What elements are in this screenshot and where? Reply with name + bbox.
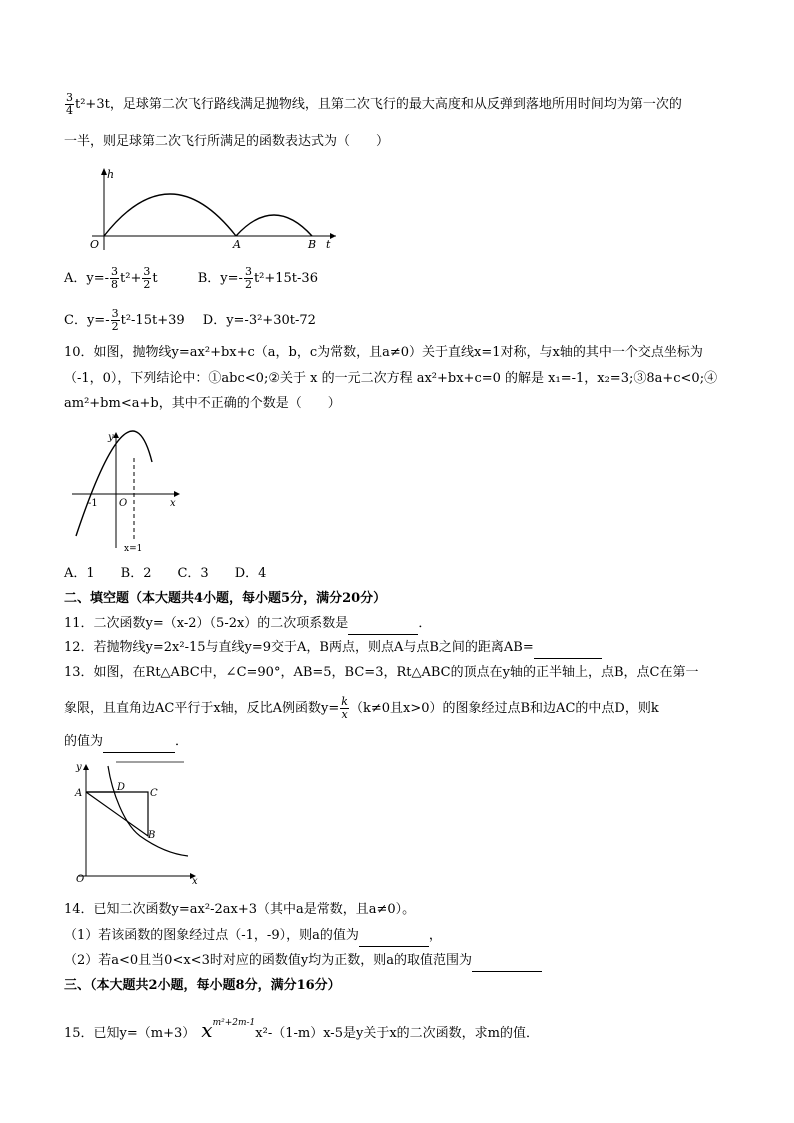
q14-line3: （2）若a<0且当0<x<3时对应的函数值y均为正数，则a的取值范围为: [64, 951, 542, 972]
q12: 12．若抛物线y=2x²-15与直线y=9交于A，B两点，则点A与点B之间的距离AB=: [64, 638, 602, 659]
svg-text:x=1: x=1: [124, 544, 143, 554]
q13-line3: 的值为 ．: [64, 732, 188, 753]
svg-text:B: B: [148, 830, 156, 841]
q9-opt-d[interactable]: D．y=-3²+30t-72: [202, 313, 316, 328]
q9-a-label: A: [233, 238, 241, 251]
q9-second-arc: [236, 215, 312, 236]
q9-graph: [84, 164, 344, 252]
q10-line3: am²+bm<a+b，其中不正确的个数是（ ）: [64, 396, 341, 411]
q10-parabola: [76, 431, 152, 536]
svg-text:O: O: [119, 498, 128, 509]
q15-big-x: x: [201, 1018, 213, 1042]
q9-opt-a[interactable]: A．y=- $\frac{3}{8}$ t²+ $\frac{3}{2}$ t: [64, 265, 158, 291]
svg-text:O: O: [76, 874, 85, 885]
q10-graph: [66, 428, 186, 556]
q9-line2: 一半，则足球第二次飞行所满足的函数表达式为（ ）: [64, 134, 390, 149]
svg-text:y: y: [76, 762, 82, 773]
q15: 15．已知y=（m+3） $x^{m^2+2m-1}x^2-(1-m)x-5$是y关于x的二次函数，求m的值．: [64, 1018, 539, 1042]
svg-text:-1: -1: [88, 498, 98, 509]
q14-line2: （1）若该函数的图象经过点（-1，-9），则a的值为 ，: [64, 926, 442, 947]
q9-first-arc: [104, 194, 236, 236]
q10-line1: 10．如图，抛物线y=ax²+bx+c（a，b，c为常数，且a≠0）关于直线x=1对称，与x轴的其中一个交点坐标为: [64, 345, 703, 360]
q9-t-label: t: [326, 238, 331, 251]
q9-line1-text: t²+3t，足球第二次飞行路线满足抛物线，且第二次飞行的最大高度和从反弹到落地所用时间均为第一次的: [75, 97, 682, 112]
q9-b-label: B: [308, 238, 317, 251]
svg-text:x: x: [170, 498, 176, 509]
q9-line1: [64, 92, 682, 117]
section3-heading: 三、（本大题共2小题，每小题8分，满分16分）: [64, 978, 341, 993]
q9-options-ab: [64, 266, 318, 291]
q12-answer-blank[interactable]: [534, 638, 602, 659]
q13-line1: 13．如图，在Rt△ABC中，∠C=90°，AB=5，BC=3，Rt△ABC的顶点在y轴的正半轴上，点B，点C在第一: [64, 665, 699, 680]
q11-answer-blank[interactable]: [348, 614, 418, 635]
svg-text:D: D: [117, 782, 126, 793]
q13-answer-blank[interactable]: [103, 732, 175, 753]
q9-opt-b[interactable]: B．y=- $\frac{3}{2}$ t²+15t-36: [197, 265, 318, 291]
svg-text:A: A: [75, 788, 83, 799]
svg-text:C: C: [150, 788, 158, 799]
q14-1-answer-blank[interactable]: [359, 926, 429, 947]
q9-o-label: O: [90, 238, 100, 251]
q10-line2: （-1，0），下列结论中：①abc<0;②关于 x 的一元二次方程 ax²+bx+c=0 的解是 x₁=-1，x₂=3;③8a+c<0;④: [64, 371, 718, 386]
q15-exponent: m²+2m-1: [212, 1018, 256, 1028]
q9-options-cd: [64, 308, 316, 333]
q14-line1: 14．已知二次函数y=ax²-2ax+3（其中a是常数，且a≠0）。: [64, 902, 416, 917]
q14-2-answer-blank[interactable]: [472, 951, 542, 972]
q10-options[interactable]: A．1 B．2 C．3 D．4: [64, 566, 267, 581]
q11: 11．二次函数y=（x-2）（5-2x）的二次项系数是 ．: [64, 614, 431, 635]
svg-text:y: y: [108, 432, 114, 443]
q9-opt-c[interactable]: C．y=- $\frac{3}{2}$ t²-15t+39: [64, 307, 185, 333]
q13-graph: [70, 758, 200, 886]
section2-heading: 二、填空题（本大题共4小题，每小题5分，满分20分）: [64, 591, 387, 606]
q9-fraction: $\frac{3}{4}$: [66, 91, 73, 117]
q9-h-label: h: [107, 168, 115, 181]
svg-text:x: x: [192, 876, 198, 886]
q13-line2: 象限，且直角边AC平行于x轴，反比A例函数y= $\frac{k}{x}$ （k≠0且x>0）的图象经过点B和边AC的中点D，则k: [64, 695, 659, 721]
